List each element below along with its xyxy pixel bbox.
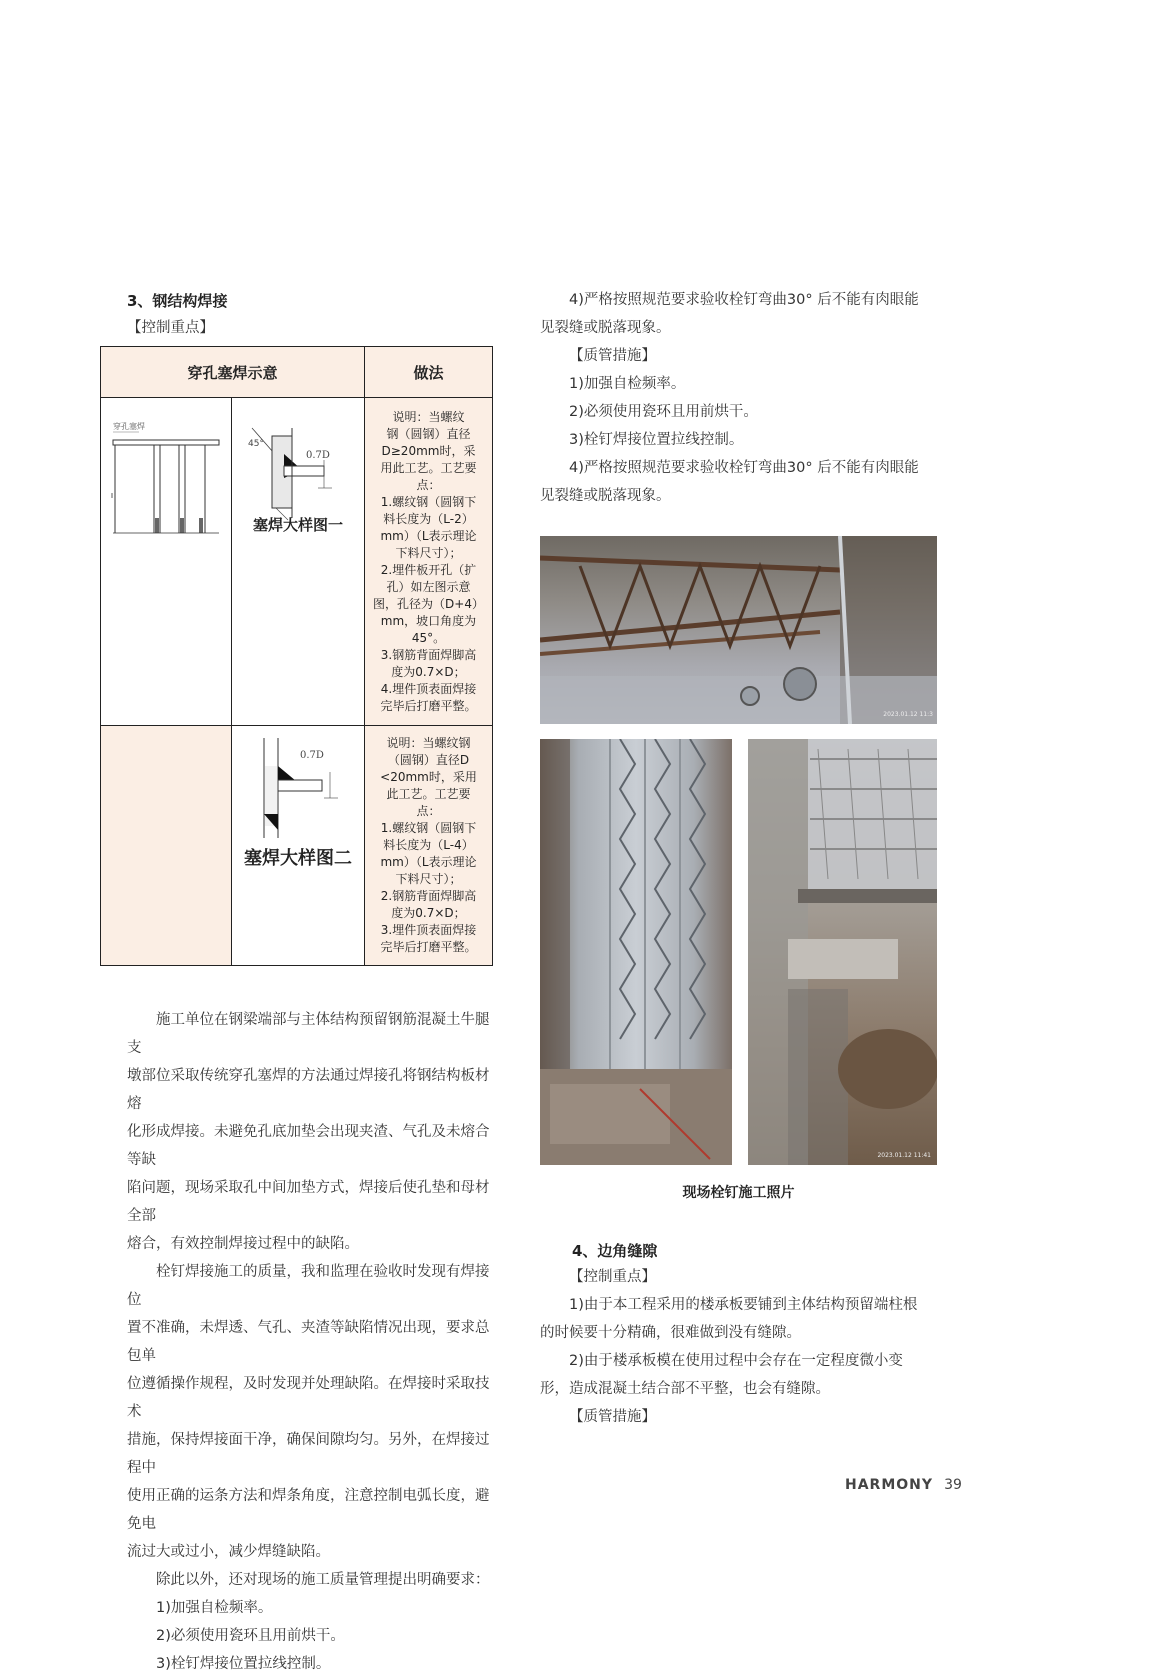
diagram-cell-detail-2 bbox=[232, 726, 365, 966]
plug-weld-table bbox=[100, 346, 493, 966]
para-stud-weld-4: 措施，保持焊接面干净，确保间隙均匀。另外，在焊接过程中 bbox=[127, 1432, 490, 1476]
method-line: 此工艺。工艺要 bbox=[386, 787, 471, 801]
method-line: 钢（圆钢）直径 bbox=[386, 426, 471, 441]
method-line: （圆钢）直径D bbox=[387, 753, 470, 767]
method-line: 下料尺寸）； bbox=[395, 545, 462, 560]
method-line: 1.螺纹钢（圆钢下 bbox=[380, 821, 477, 835]
para-plug-weld-3: 化形成焊接。未避免孔底加垫会出现夹渣、气孔及未熔合等缺 bbox=[127, 1124, 490, 1168]
method-line: 2.埋件板开孔（扩 bbox=[380, 562, 477, 577]
para-plug-weld-4: 陷问题，现场采取孔中间加垫方式，焊接后使孔垫和母材全部 bbox=[127, 1180, 490, 1224]
photo-edge-corner bbox=[748, 739, 937, 1165]
item4-line1: 4)严格按照规范要求验收栓钉弯曲30° 后不能有肉眼能 bbox=[569, 292, 919, 308]
table-header-method: 做法 bbox=[365, 347, 493, 398]
method-line: 说明：当螺纹钢 bbox=[386, 736, 471, 750]
method-line: 点： bbox=[416, 804, 441, 818]
method-line: 孔）如左图示意 bbox=[386, 579, 471, 594]
method-line: 用此工艺。工艺要 bbox=[380, 460, 477, 475]
method-line: 1.螺纹钢（圆钢下 bbox=[380, 494, 477, 509]
plug-weld-section-diagram bbox=[101, 398, 231, 722]
photo-stud-rebar-truss bbox=[540, 536, 937, 724]
method-line: 完毕后打磨平整。 bbox=[380, 940, 477, 954]
item4b-line2: 见裂缝或脱落现象。 bbox=[540, 488, 671, 504]
gap-cause-1-line1: 1)由于本工程采用的楼承板要铺到主体结构预留端柱根 bbox=[569, 1297, 918, 1313]
item4-line2: 见裂缝或脱落现象。 bbox=[540, 320, 671, 336]
right-top-text bbox=[540, 286, 940, 510]
list-item: 3)栓钉焊接位置拉线控制。 bbox=[569, 432, 744, 448]
control-focus-label-2: 【控制重点】 bbox=[569, 1269, 656, 1285]
para-plug-weld-1: 施工单位在钢梁端部与主体结构预留钢筋混凝土牛腿支 bbox=[127, 1012, 490, 1056]
left-body-text bbox=[127, 1006, 492, 1678]
method-line: mm）（L表示理论 bbox=[380, 855, 477, 869]
method-line: 2.钢筋背面焊脚高 bbox=[380, 889, 477, 903]
method-description-2 bbox=[365, 735, 492, 956]
method-line: mm）（L表示理论 bbox=[380, 528, 477, 543]
method-line: 料长度为（L-4） bbox=[383, 838, 474, 852]
section-diagram-label: 穿孔塞焊 bbox=[113, 422, 145, 431]
method-line: 3.钢筋背面焊脚高 bbox=[380, 647, 477, 662]
gap-cause-1-line2: 的时候要十分精确，很难做到没有缝隙。 bbox=[540, 1325, 801, 1341]
method-line: 说明：当螺纹 bbox=[392, 409, 465, 424]
plug-weld-detail-2-drawing bbox=[232, 726, 364, 846]
diagram-cell-empty bbox=[101, 726, 232, 966]
footer bbox=[845, 1474, 962, 1493]
section-heading-edge-gaps: 4、边角缝隙 bbox=[572, 1242, 658, 1260]
para-plug-weld-2: 墩部位采取传统穿孔塞焊的方法通过焊接孔将钢结构板材熔 bbox=[127, 1068, 490, 1112]
para-plug-weld-5: 熔合，有效控制焊接过程中的缺陷。 bbox=[127, 1236, 359, 1252]
list-item: 2)必须使用瓷环且用前烘干。 bbox=[156, 1628, 345, 1644]
method-cell-2 bbox=[365, 726, 493, 966]
weld-size-label-2: 0.7D bbox=[300, 750, 324, 761]
right-bottom-text bbox=[540, 1263, 940, 1431]
figure-caption-detail-1: 塞焊大样图一 bbox=[252, 516, 343, 534]
para-requirements: 除此以外，还对现场的施工质量管理提出明确要求： bbox=[156, 1572, 490, 1588]
method-line: 完毕后打磨平整。 bbox=[380, 698, 477, 713]
page-number: 39 bbox=[944, 1477, 962, 1493]
bevel-angle-label: 45° bbox=[248, 439, 264, 449]
method-line: mm，坡口角度为 bbox=[380, 613, 477, 628]
list-item: 1)加强自检频率。 bbox=[156, 1600, 273, 1616]
photo1-timestamp: 2023.01.12 11:3 bbox=[883, 711, 933, 718]
photo-caption: 现场栓钉施工照片 bbox=[682, 1185, 795, 1201]
method-line: 度为0.7×D； bbox=[391, 906, 466, 920]
item4b-line1: 4)严格按照规范要求验收栓钉弯曲30° 后不能有肉眼能 bbox=[569, 460, 919, 476]
diagram-cell-section bbox=[101, 398, 232, 726]
method-line: 度为0.7×D； bbox=[391, 664, 466, 679]
section-heading-steel-welding: 3、钢结构焊接 bbox=[127, 292, 228, 310]
list-item: 3)栓钉焊接位置拉线控制。 bbox=[156, 1656, 331, 1672]
weld-size-label-1: 0.7D bbox=[306, 450, 330, 461]
method-line: 图，孔径为（D+4） bbox=[373, 596, 484, 611]
method-line: 45°。 bbox=[411, 630, 446, 645]
list-item: 2)必须使用瓷环且用前烘干。 bbox=[569, 404, 758, 420]
para-stud-weld-6: 流过大或过小，减少焊缝缺陷。 bbox=[127, 1544, 330, 1560]
gap-cause-2-line2: 形，造成混凝土结合部不平整，也会有缝隙。 bbox=[540, 1381, 830, 1397]
control-focus-label: 【控制重点】 bbox=[127, 320, 214, 336]
method-line: 4.埋件顶表面焊接 bbox=[380, 681, 477, 696]
para-stud-weld-3: 位遵循操作规程，及时发现并处理缺陷。在焊接时采取技术 bbox=[127, 1376, 490, 1420]
para-stud-weld-2: 置不准确，未焊透、气孔、夹渣等缺陷情况出现，要求总包单 bbox=[127, 1320, 490, 1364]
photo-decking-studs bbox=[540, 739, 732, 1165]
quality-measures-label-2: 【质管措施】 bbox=[569, 1409, 656, 1425]
method-line: 点： bbox=[416, 477, 441, 492]
quality-measures-label: 【质管措施】 bbox=[569, 348, 656, 364]
table-header-diagram: 穿孔塞焊示意 bbox=[101, 347, 365, 398]
method-line: 料长度为（L-2） bbox=[383, 511, 474, 526]
figure-caption-detail-2: 塞焊大样图二 bbox=[244, 848, 352, 869]
method-line: D≥20mm时，采 bbox=[381, 443, 476, 458]
photo3-timestamp: 2023.01.12 11:41 bbox=[877, 1152, 931, 1159]
method-line: <20mm时，采用 bbox=[380, 770, 477, 784]
list-item: 1)加强自检频率。 bbox=[569, 376, 686, 392]
diagram-cell-detail-1 bbox=[232, 398, 365, 726]
gap-cause-2-line1: 2)由于楼承板模在使用过程中会存在一定程度微小变 bbox=[569, 1353, 903, 1369]
method-description-1 bbox=[365, 409, 492, 715]
method-line: 3.埋件顶表面焊接 bbox=[380, 923, 477, 937]
para-stud-weld-5: 使用正确的运条方法和焊条角度，注意控制电弧长度，避免电 bbox=[127, 1488, 490, 1532]
method-line: 下料尺寸）； bbox=[395, 872, 462, 886]
para-stud-weld-1: 栓钉焊接施工的质量，我和监理在验收时发现有焊接位 bbox=[127, 1264, 490, 1308]
method-cell-1 bbox=[365, 398, 493, 726]
magazine-brand: HARMONY bbox=[845, 1477, 934, 1493]
